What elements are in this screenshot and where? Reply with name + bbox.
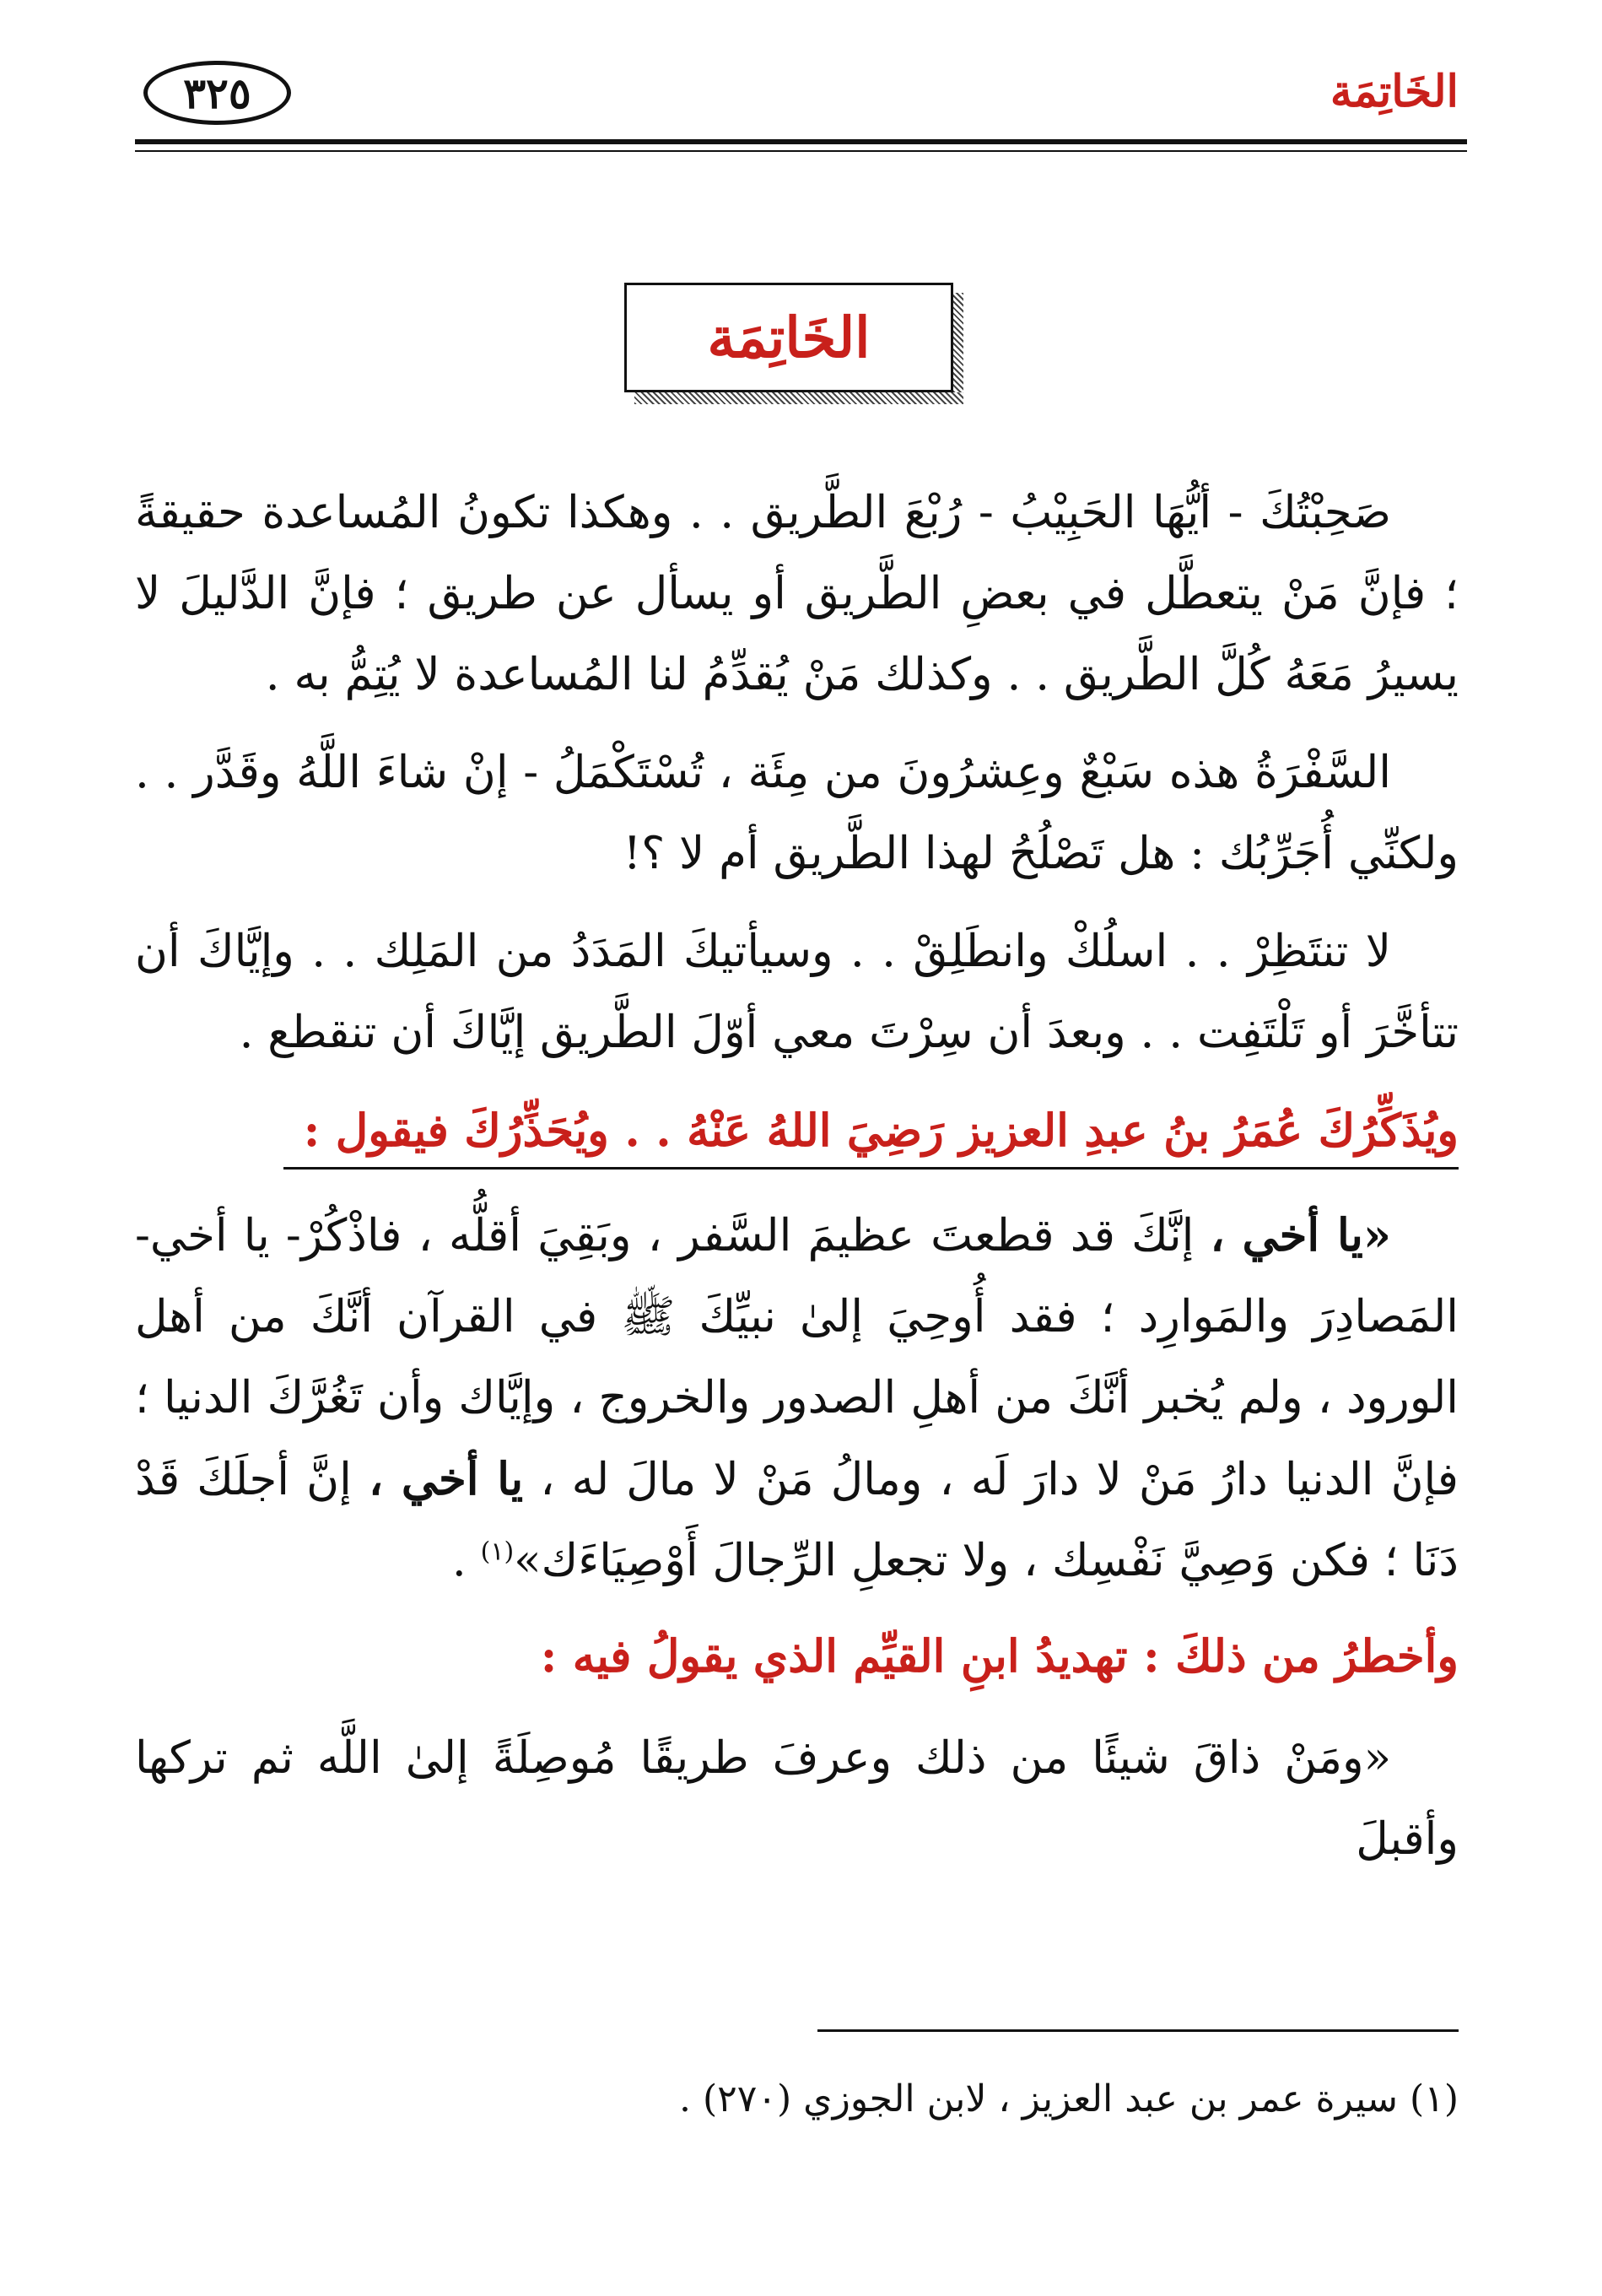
footnote-marker: (١)	[480, 1537, 515, 1567]
title-box-shadow-bottom	[634, 392, 963, 404]
quote-omar	[135, 1195, 1459, 1602]
footnote: (١) سيرة عمر بن عبد العزيز ، لابن الجوزي (٢٧٠) .	[678, 2077, 1459, 2120]
page-number-oval	[143, 61, 291, 125]
quote-text-1: إنَّكَ قد قطعتَ عظيمَ السَّفر ، وبَقِيَ أقلُّه ، فاذْكُرْ- يا أخي- المَصادِرَ والمَوارِد ؛ فقد أُوحِيَ إلىٰ نبيِّكَ ﷺ في القرآن أنَّكَ من أهل الورود ، ولم يُخبر أنَّكَ من أهلِ الصدور والخروج ، وإيَّاك وأن تَغُرَّكَ الدنيا ؛ فإنَّ الدنيا دارُ مَنْ لا دارَ لَه ، ومالُ مَنْ لا مالَ له ،	[135, 1210, 1459, 1505]
quote-bold-mid: يا أخي ،	[368, 1453, 524, 1505]
last-line: «ومَنْ ذاقَ شيئًا من ذلك وعرفَ طريقًا مُوصِلَةً إلىٰ اللَّه ثم تركها وأقبلَ	[135, 1732, 1459, 1865]
title-box-shadow-right	[953, 293, 963, 404]
chapter-title: الخَاتِمَة	[707, 305, 871, 370]
page-number: ٣٢٥	[183, 68, 251, 118]
red-heading-ibn-qayyim: وأخطرُ من ذلكَ : تهديدُ ابنِ القيِّم الذي يقولُ فيه :	[540, 1630, 1459, 1683]
paragraph-2: السَّفْرَةُ هذه سَبْعٌ وعِشرُونَ من مِئَة ، تُسْتَكْمَلُ - إنْ شاءَ اللَّهُ وقَدَّر . . ولكنِّي أُجَرِّبُك : هل تَصْلُحُ لهذا الطَّريق أم لا ؟!	[135, 747, 1459, 879]
header-rule-thin	[135, 150, 1467, 152]
paragraph-1: صَحِبْتُكَ - أيُّهَا الحَبِيْبُ - رُبْعَ الطَّريق . . وهكذا تكونُ المُساعدة حقيقةً ؛ فإنَّ مَنْ يتعطَّل في بعضِ الطَّريق أو يسأل عن طريق ؛ فإنَّ الدَّليلَ لا يسيرُ مَعَهُ كُلَّ الطَّريق . . وكذلك مَنْ يُقدِّمُ لنا المُساعدة لا يُتِمُّ به .	[135, 487, 1459, 700]
footnote-rule	[817, 2029, 1459, 2032]
header-rule-thick	[135, 139, 1467, 144]
paragraph-3: لا تنتَظِرْ . . اسلُكْ وانطَلِقْ . . وسيأتيكَ المَدَدُ من المَلِك . . وإيَّاكَ أن تتأخَّرَ أو تَلْتَفِت . . وبعدَ أن سِرْتَ معي أوّلَ الطَّريق إيَّاكَ أن تنقطع .	[135, 926, 1459, 1058]
chapter-title-box	[624, 283, 953, 392]
red-heading-omar	[135, 1090, 1459, 1171]
quote-text-2: إنَّ أجلَكَ قَدْ دَنَا ؛ فكن وَصِيَّ نَفْسِك ، ولا تجعلِ الرِّجالَ أَوْصِيَاءَك»	[135, 1454, 1459, 1586]
body-text	[135, 473, 1459, 1897]
running-head: الخَاتِمَة	[1330, 66, 1459, 117]
quote-end: .	[451, 1535, 467, 1586]
red-heading-omar-text: ويُذَكِّرُكَ عُمَرُ بنُ عبدِ العزيز رَضِيَ اللهُ عَنْهُ . . ويُحَذِّرُكَ فيقول :	[283, 1094, 1459, 1170]
quote-bold-open: «يا أخي ،	[1210, 1209, 1391, 1261]
